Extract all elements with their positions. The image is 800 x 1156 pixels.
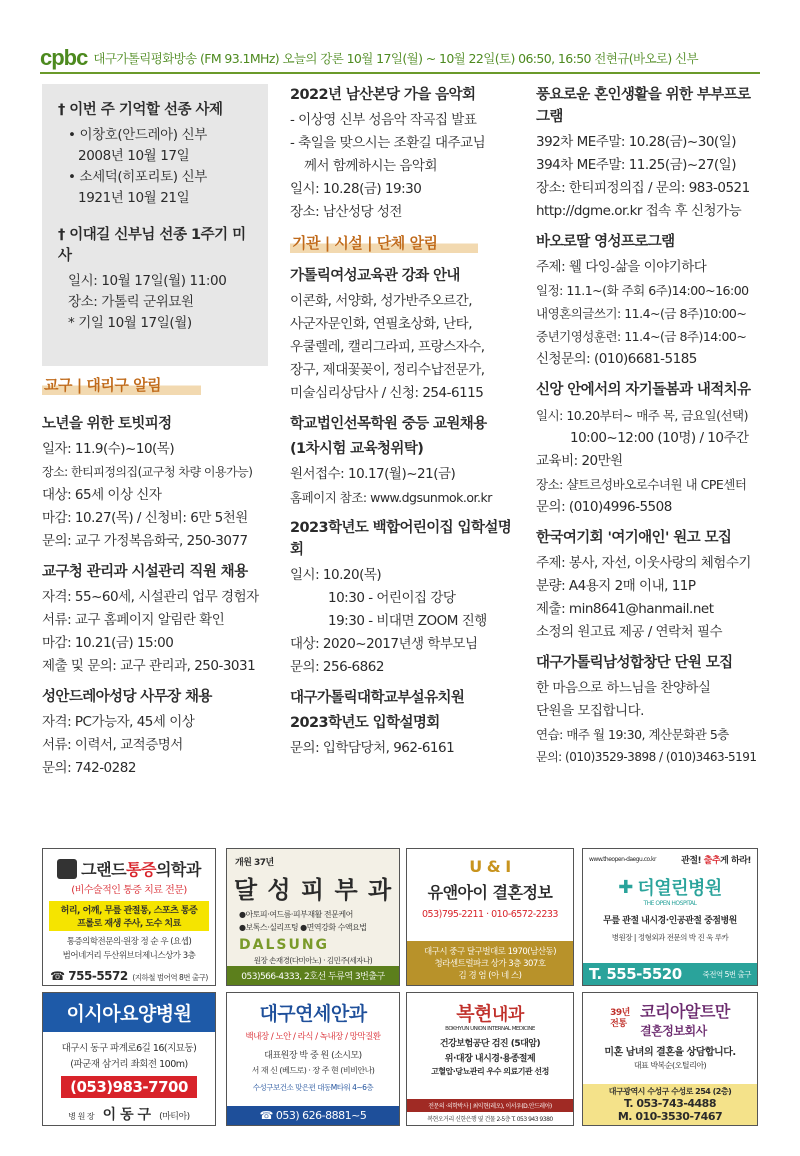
ad3-line2: 청라센트럴파크 상가 3층 307호 xyxy=(434,959,546,969)
notice-line: 문의: 교구 가정복음화국, 250-3077 xyxy=(42,533,248,549)
ad8-line1: 미혼 남녀의 결혼을 상담합니다. xyxy=(604,1047,736,1058)
notice-line: 중년기영성훈련: 11.4~(금 8주)14:00~ xyxy=(536,329,747,344)
ad2-name: 달 성 피 부 과 xyxy=(233,876,393,904)
notice-line: 께서 함께하시는 음악회 xyxy=(304,158,437,174)
hospital-logo-icon: ✚ xyxy=(618,876,634,898)
ad-daegu-yonsei-eye[interactable] xyxy=(226,992,400,1126)
notice-line: 문의: (010)4996-5508 xyxy=(536,499,672,515)
ad4-slogan-c: 게 하라! xyxy=(720,856,751,866)
ad8-line3: 대구광역시 수성구 수성로 254 (2층) xyxy=(608,1087,732,1096)
notice-title: 2022년 남산본당 가을 음악회 xyxy=(290,87,476,103)
ad-korea-altman[interactable] xyxy=(582,992,758,1126)
notice-line: 원서접수: 10.17(월)~21(금) xyxy=(290,466,456,482)
ad2-phone: 053)566-4333, 2호선 두류역 3번출구 xyxy=(227,966,399,985)
ad1-line2: 프롤로 재생 주사, 도수 치료 xyxy=(77,919,181,929)
clinic-logo-icon xyxy=(57,859,77,879)
ad2-since: 개원 37년 xyxy=(235,858,274,868)
notice-line: 장소: 한티피정의집 / 문의: 983-0521 xyxy=(536,180,750,196)
notice-line: - 이상영 신부 성음악 작곡집 발표 xyxy=(290,112,477,128)
ad3-line1: 대구시 중구 달구벌대로 1970(남산동) xyxy=(423,947,557,957)
notice-line: 제출 및 문의: 교구 관리과, 250-3031 xyxy=(42,658,256,674)
notice-line: 문의: 입학담당처, 962-6161 xyxy=(290,740,455,756)
notice-title: 2023학년도 백합어린이집 입학설명회 xyxy=(290,520,512,558)
notice-title-cont: (1차시험 교육청위탁) xyxy=(290,441,424,457)
memorial-anniversary: * 기일 10월 17일(월) xyxy=(68,315,192,331)
ad2-doctor: 원장 손재경(다미아노) · 김민주(세자나) xyxy=(253,956,373,965)
ad8-name2: 결혼정보회사 xyxy=(640,1024,707,1038)
notice-line: 신청문의: (010)6681-5185 xyxy=(536,351,697,367)
notice-title: 학교법인선목학원 중등 교원채용 xyxy=(290,416,487,432)
ad-isia-nursing-hospital[interactable] xyxy=(42,992,216,1126)
ad4-note: 죽전역 5번 출구 xyxy=(702,969,751,979)
column-right xyxy=(536,84,762,769)
ad1-line1: 허리, 어깨, 무릎 관절통, 스포츠 통증 xyxy=(60,906,198,916)
ad3-name: 유앤아이 결혼정보 xyxy=(427,883,553,902)
ad4-sub: THE OPEN HOSPITAL xyxy=(643,900,697,907)
memorial-priest-1-date: 2008년 10월 17일 xyxy=(78,148,190,164)
notice-line: 홈페이지 참조: www.dgsunmok.or.kr xyxy=(290,490,492,505)
notice-line: 문의: (010)3529-3898 / (010)3463-5191 xyxy=(536,750,757,764)
ad1-name-a: 그랜드 xyxy=(81,860,127,879)
ad4-doctor: 병원장 | 정형외과 전문의 박 진 욱 루카 xyxy=(611,933,729,942)
column-middle xyxy=(290,84,520,760)
notice-title: 대구가톨릭대학교부설유치원 xyxy=(290,690,465,706)
section-title-diocese: 교구 | 대리구 알림 xyxy=(42,374,201,395)
ad5-doctor-note: (마티아) xyxy=(159,1112,190,1122)
notice-line: 내영혼의글쓰기: 11.4~(금 8주)10:00~ xyxy=(536,306,747,321)
column-left xyxy=(42,84,268,780)
ad6-phone: ☎ 053) 626-8881~5 xyxy=(227,1106,399,1125)
notice-line: 일시: 10.20(목) xyxy=(290,567,382,583)
ad5-line1: 대구시 동구 파계로6길 16(지묘동) xyxy=(61,1043,197,1054)
notice-line: 연습: 매주 월 19:30, 계산문화관 5층 xyxy=(536,727,729,742)
ad-bokhyun-internal-medicine[interactable] xyxy=(406,992,574,1126)
notice-line: 서류: 이력서, 교적증명서 xyxy=(42,737,183,753)
notice-line: 단원을 모집합니다. xyxy=(536,703,644,719)
ad6-line1: 대표원장 박 중 원 (소시모) xyxy=(264,1051,362,1061)
ad7-line5: 복현오거리 신한은행 옆 건물 2-5층 T. 053 943 9380 xyxy=(427,1116,553,1123)
notice-title: 교구청 관리과 시설관리 직원 채용 xyxy=(42,564,248,580)
ad4-phone: T. 555-5520 xyxy=(589,965,682,983)
notice-line: 394차 ME주말: 11.25(금)~27(일) xyxy=(536,157,736,173)
memorial-priest-1: • 이창호(안드레아) 신부 xyxy=(68,127,207,143)
ad4-slogan-b: 출추 xyxy=(703,856,721,866)
notice-line: 장소: 남산성당 성전 xyxy=(290,204,402,220)
ad6-line2: 서 재 신 (베드로) · 장 주 현 (비비안나) xyxy=(251,1066,375,1075)
notice-line: 분량: A4용지 2매 이내, 11P xyxy=(536,578,696,594)
memorial-priest-2-date: 1921년 10월 21일 xyxy=(78,190,190,206)
ad6-line3: 수성구보건소 맞은편 대동M타워 4~6층 xyxy=(252,1083,374,1092)
section-title-org: 기관 | 시설 | 단체 알림 xyxy=(290,232,478,253)
notice-line: 문의: 256-6862 xyxy=(290,659,384,675)
notice-line: 우쿨렐레, 캘리그라피, 프랑스자수, xyxy=(290,339,485,355)
notice-title: 한국여기회 '여기애인' 원고 모집 xyxy=(536,530,732,546)
ad5-name: 이시아요양병원 xyxy=(43,993,215,1032)
notice-line: 일시: 10.20부터~ 매주 목, 금요일(선택) xyxy=(536,408,748,423)
notice-title: 성안드레아성당 사무장 채용 xyxy=(42,689,212,705)
ad5-doctor-label: 병 원 장 xyxy=(68,1112,95,1121)
ad1-line4: 범어네거리 두산위브더제니스상가 3층 xyxy=(62,951,196,961)
notice-line: 주제: 봉사, 자선, 이웃사랑의 체험수기 xyxy=(536,555,751,571)
ad8-since: 39년 전통 xyxy=(610,1008,630,1029)
ad1-name-b: 통증 xyxy=(126,860,156,879)
notice-line: 서류: 교구 홈페이지 알림란 확인 xyxy=(42,612,225,628)
ad-the-open-hospital[interactable] xyxy=(582,848,758,986)
notice-line: 일자: 11.9(수)~10(목) xyxy=(42,441,175,457)
notice-line: 한 마음으로 하느님을 찬양하실 xyxy=(536,680,711,696)
ad2-line2: ●보톡스·실리프팅 ●면역강화 수액요법 xyxy=(239,923,367,932)
notice-line: 주제: 웰 다잉-삶을 이야기하다 xyxy=(536,259,707,275)
ad8-phone2: M. 010-3530-7467 xyxy=(617,1110,723,1123)
notice-line: 미술심리상담사 / 신청: 254-6115 xyxy=(290,385,484,401)
ad7-line3: 고혈압·당뇨관리 우수 의료기관 선정 xyxy=(431,1067,549,1076)
notice-title: 신앙 안에서의 자기돌봄과 내적치유 xyxy=(536,382,751,398)
ad2-brand: DALSUNG xyxy=(239,937,330,953)
memorial-title-2: † 이대길 신부님 선종 1주기 미사 xyxy=(58,227,246,264)
ad-uandi-wedding[interactable] xyxy=(406,848,574,986)
memorial-mass-time: 일시: 10월 17일(월) 11:00 xyxy=(68,273,227,289)
notice-line: 제출: min8641@hanmail.net xyxy=(536,601,714,617)
notice-line: 마감: 10.27(목) / 신청비: 6만 5천원 xyxy=(42,510,248,526)
ad4-name: 더열린병원 xyxy=(637,878,722,899)
ad1-note: (지하철 범어역 8번 출구) xyxy=(132,973,208,982)
notice-line: 대상: 65세 이상 신자 xyxy=(42,487,162,503)
notice-line: 10:30 - 어린이집 강당 xyxy=(328,590,456,606)
notice-line: 마감: 10.21(금) 15:00 xyxy=(42,635,174,651)
ad7-name-a: 복현 xyxy=(456,1003,492,1025)
notice-title: 가톨릭여성교육관 강좌 안내 xyxy=(290,268,460,284)
notice-line: 392차 ME주말: 10.28(금)~30(일) xyxy=(536,134,736,150)
memorial-mass-place: 장소: 가톨릭 군위묘원 xyxy=(68,294,194,310)
ad8-phone1: T. 053-743-4488 xyxy=(623,1097,716,1110)
ad4-slogan-a: 관절! xyxy=(681,856,704,866)
ad3-logo: U & I xyxy=(469,857,511,876)
ad-dalsung-dermatology[interactable] xyxy=(226,848,400,986)
ad5-line2: (파군재 삼거리 좌회전 100m) xyxy=(70,1059,188,1070)
ad6-tags: 백내장 / 노안 / 라식 / 녹내장 / 망막질환 xyxy=(245,1032,381,1042)
notice-line: 자격: 55~60세, 시설관리 업무 경험자 xyxy=(42,589,259,605)
ad8-name1: 코리아알트만 xyxy=(640,1002,730,1021)
notice-line: 문의: 742-0282 xyxy=(42,760,136,776)
ad7-sub: BOKHYUN UNION INTERNAL MEDICINE xyxy=(445,1026,535,1032)
ad6-name: 대구연세안과 xyxy=(259,1003,367,1025)
memorial-title-1: † 이번 주 기억할 선종 사제 xyxy=(58,102,223,118)
notice-line: 자격: PC가능자, 45세 이상 xyxy=(42,714,195,730)
ad1-tag: (비수술적인 통증 치료 전문) xyxy=(71,885,187,896)
ad3-phone: 053)795-2211 · 010-6572-2233 xyxy=(422,909,558,920)
notice-line: 10:00~12:00 (10명) / 10주간 xyxy=(570,430,749,446)
notice-title: 풍요로운 혼인생활을 위한 부부프로그램 xyxy=(536,87,751,125)
ad1-phone: ☎ 755-5572 xyxy=(50,969,128,983)
ad7-line4: 전문의 ·의학박사 | 최익현(레오), 이서우(D.안드레아) xyxy=(407,1099,573,1112)
cpbc-logo: cpbc xyxy=(40,45,88,70)
ad4-line1: 무릎 관절 내시경·인공관절 중점병원 xyxy=(603,916,737,926)
notice-line: - 축일을 맞으시는 조환길 대주교님 xyxy=(290,135,486,151)
broadcast-info: 대구가톨릭평화방송 (FM 93.1MHz) 오늘의 강론 10월 17일(월) ~ 10월 22일(토) 06:50, 16:50 전현규(바오로) 신부 xyxy=(93,51,698,66)
ad3-line3: 김 경 엄 (아 네 스) xyxy=(458,971,522,981)
ad7-line2: 위·대장 내시경·용종절제 xyxy=(444,1054,536,1064)
memorial-box xyxy=(42,84,268,366)
ad5-doctor: 이 동 구 xyxy=(102,1107,151,1123)
page-header xyxy=(40,44,760,74)
notice-line: 장구, 제대꽃꽂이, 정리수납전문가, xyxy=(290,362,485,378)
notice-line: http://dgme.or.kr 접속 후 신청가능 xyxy=(536,203,742,219)
notice-line: 일시: 10.28(금) 19:30 xyxy=(290,181,422,197)
ad-grand-pain-clinic[interactable] xyxy=(42,848,216,986)
notice-line: 교육비: 20만원 xyxy=(536,453,623,469)
ad7-name-b: 내과 xyxy=(491,1005,524,1025)
ad8-line2: 대표 박복순(오틸리아) xyxy=(633,1061,707,1070)
ad2-line1: ●아토피·여드름·피부재활 전문케어 xyxy=(239,910,353,919)
notice-title-cont: 2023학년도 입학설명회 xyxy=(290,715,440,731)
ad1-name-c: 의학과 xyxy=(155,860,201,879)
notice-line: 이콘화, 서양화, 성가반주오르간, xyxy=(290,293,472,309)
notice-title: 바오로딸 영성프로그램 xyxy=(536,234,675,250)
notice-line: 대상: 2020~2017년생 학부모님 xyxy=(290,636,478,652)
notice-title: 노년을 위한 토빗피정 xyxy=(42,416,172,432)
notice-title: 대구가톨릭남성합창단 단원 모집 xyxy=(536,655,733,671)
notice-line: 장소: 한티피정의집(교구청 차량 이용가능) xyxy=(42,465,253,479)
ad4-url: www.theopen-daegu.co.kr xyxy=(589,856,656,863)
ad1-line3: 통증의학전문의·원장 정 순 우 (요셉) xyxy=(66,937,192,947)
ad5-phone: (053)983-7700 xyxy=(61,1076,197,1098)
notice-line: 소정의 원고료 제공 / 연락처 필수 xyxy=(536,624,723,640)
notice-line: 일정: 11.1~(화 주회 6주)14:00~16:00 xyxy=(536,283,749,298)
memorial-priest-2: • 소세덕(히포리토) 신부 xyxy=(68,169,207,185)
ad7-line1: 건강보험공단 검진 (5대암) xyxy=(439,1039,541,1049)
notice-line: 사군자문인화, 연필초상화, 난타, xyxy=(290,316,472,332)
notice-line: 장소: 샬트르성바오로수녀원 내 CPE센터 xyxy=(536,477,747,492)
notice-line: 19:30 - 비대면 ZOOM 진행 xyxy=(328,613,487,629)
